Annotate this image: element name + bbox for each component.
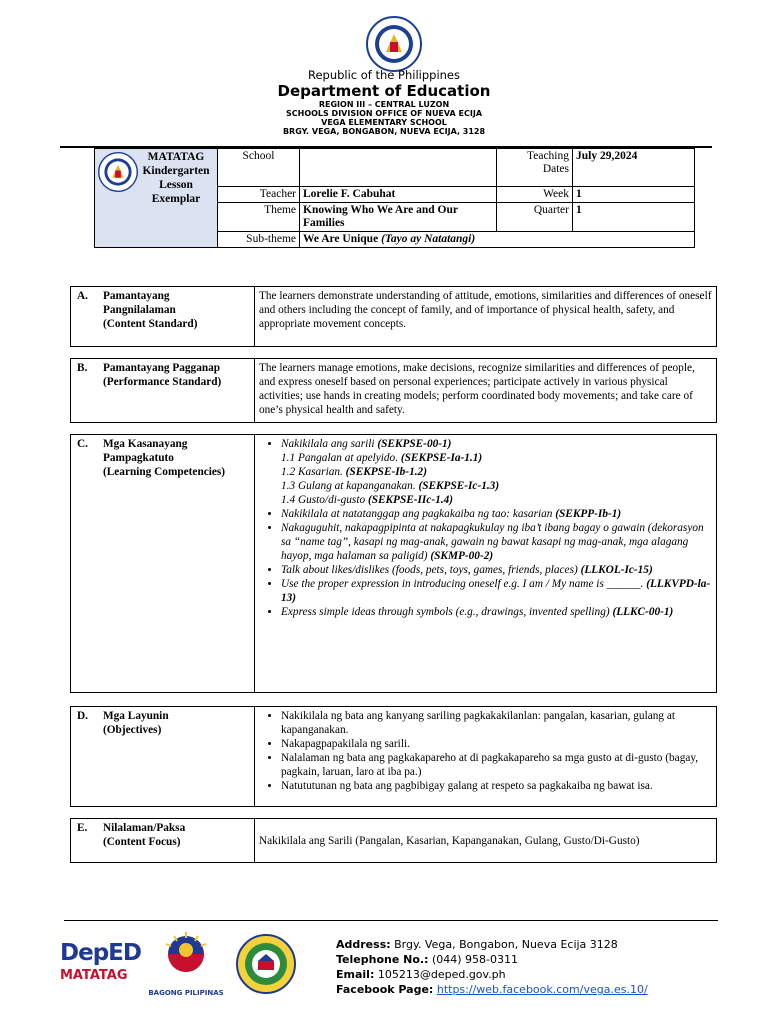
objective-item: • Nalalaman ng bata ang pagkakapareho at di pagkakapareho sa mga gusto at di-gusto (bagay, pagkain, laruan, laro at iba pa.) xyxy=(281,751,712,779)
footer-divider xyxy=(64,920,718,921)
competency-item: • Use the proper expression in introducing oneself e.g. I am / My name is ______. (LLKVPD-la-13) xyxy=(281,577,712,605)
objectives-cell xyxy=(255,707,717,807)
school-value xyxy=(300,149,497,187)
objective-item: • Nakikilala ng bata ang kanyang sariling pagkakakilanlan: pangalan, kasarian, gulang at kapanganakan. xyxy=(281,709,712,737)
competency-subitem: 1.4 Gusto/di-gusto (SEKPSE-IIc-1.4) xyxy=(281,494,453,506)
footer-facebook: Facebook Page: https://web.facebook.com/vega.es.10/ xyxy=(336,983,648,996)
facebook-link[interactable]: https://web.facebook.com/vega.es.10/ xyxy=(436,983,648,996)
objective-item: • Natututunan ng bata ang pagbibigay galang at respeto sa pagkakaiba ng bawat isa. xyxy=(281,779,712,793)
section-e-label: E. Nilalaman/Paksa (Content Focus) xyxy=(71,819,255,863)
section-b-row xyxy=(71,359,717,423)
school-line: VEGA ELEMENTARY SCHOOL xyxy=(321,118,447,127)
section-c-row xyxy=(71,435,717,693)
section-d-label: D. Mga Layunin (Objectives) xyxy=(71,707,255,807)
school-label: School xyxy=(218,149,300,187)
division-line: SCHOOLS DIVISION OFFICE OF NUEVA ECIJA xyxy=(285,109,483,118)
competency-item: • Express simple ideas through symbols (e.g., drawings, invented spelling) (LLKC-00-1) xyxy=(281,605,712,619)
theme-label: Theme xyxy=(218,203,300,232)
competency-item: • Nakaguguhit, nakapagpipinta at nakapagkukulay ng iba’t ibang bagay o gawain (dekorasyon sa “name tag”, kasapi ng mag-anak, gawain ng bawat kasapi ng mag-anak, mga alagang hayop, mga halaman sa paligid) (SKMP-00-2) xyxy=(281,521,712,563)
republic-line: Republic of the Philippines xyxy=(307,68,461,82)
lesson-title-2: Kindergarten xyxy=(142,165,210,177)
quarter-label: Quarter xyxy=(497,203,573,232)
footer-email: Email: 105213@deped.gov.ph xyxy=(336,968,506,981)
week-value: 1 xyxy=(573,187,695,203)
lesson-content-table xyxy=(70,286,717,863)
footer-phone: Telephone No.: (044) 958-0311 xyxy=(336,953,519,966)
subtheme-label: Sub-theme xyxy=(218,232,300,248)
section-d-row xyxy=(71,707,717,807)
subtheme-value: We Are Unique (Tayo ay Natatangi) xyxy=(300,232,695,248)
section-a-row xyxy=(71,287,717,347)
competency-subitem: 1.1 Pangalan at apelyido. (SEKPSE-Ia-1.1) xyxy=(281,452,483,464)
teaching-dates-value: July 29,2024 xyxy=(573,149,695,187)
section-c-label: C. Mga Kasanayang Pampagkatuto (Learning Competencies) xyxy=(71,435,255,693)
section-b-label: B. Pamantayang Pagganap (Performance Standard) xyxy=(71,359,255,423)
competency-subitem: 1.3 Gulang at kapanganakan. (SEKPSE-Ic-1.3) xyxy=(281,480,500,492)
section-e-row xyxy=(71,819,717,863)
department-title: Department of Education xyxy=(277,82,491,100)
quarter-value: 1 xyxy=(573,203,695,232)
competency-subitem: 1.2 Kasarian. (SEKPSE-Ib-1.2) xyxy=(281,466,427,478)
competency-item: • Nakikilala at natatanggap ang pagkakaiba ng tao: kasarian (SEKPP-Ib-1) xyxy=(281,507,712,521)
teaching-dates-label: Teaching Dates xyxy=(497,149,573,187)
region-line: REGION III – CENTRAL LUZON xyxy=(318,100,450,109)
lesson-info-table xyxy=(94,148,695,248)
vega-school-seal-logo xyxy=(236,934,296,994)
content-focus-text: Nakikilala ang Sarili (Pangalan, Kasarian, Kapanganakan, Gulang, Gusto/Di-Gusto) xyxy=(255,819,717,863)
lesson-title-3: Lesson xyxy=(159,179,193,191)
lesson-title-4: Exemplar xyxy=(151,193,201,205)
footer-address: Address: Brgy. Vega, Bongabon, Nueva Ecija 3128 xyxy=(336,938,618,951)
theme-value: Knowing Who We Are and Our Families xyxy=(300,203,497,232)
deped-matatag-logo: DepED MATATAG xyxy=(60,940,141,983)
performance-standard-text: The learners manage emotions, make decisions, recognize similarities and differences of people, and express oneself based on personal experiences; participate actively in various physical activities; use hands in creating models; perform coordinated body movements; and take care of one’s physical health and safety. xyxy=(255,359,717,423)
learning-competencies-cell xyxy=(255,435,717,693)
section-a-label: A. Pamantayang Pangnilalaman (Content Standard) xyxy=(71,287,255,347)
week-label: Week xyxy=(497,187,573,203)
deped-seal-logo xyxy=(366,16,422,72)
objective-item: • Nakapagpapakilala ng sarili. xyxy=(281,737,712,751)
competency-item: • Nakikilala ang sarili (SEKPSE-00-1) 1.1 Pangalan at apelyido. (SEKPSE-Ia-1.1) 1.2 Kasarian. (SEKPSE-Ib-1.2) 1.3 Gulang at kapanganakan. (SEKPSE-Ic-1.3) 1.4 Gusto/di-gusto (SEKPSE-IIc-1.4) xyxy=(281,437,712,507)
lesson-title-cell xyxy=(95,149,218,248)
lesson-title-1: MATATAG xyxy=(147,151,205,163)
teacher-value: Lorelie F. Cabuhat xyxy=(300,187,497,203)
address-line: BRGY. VEGA, BONGABON, NUEVA ECIJA, 3128 xyxy=(282,127,486,136)
bagong-pilipinas-logo: BAGONG PILIPINAS xyxy=(146,930,226,1000)
teacher-label: Teacher xyxy=(218,187,300,203)
bagong-pilipinas-emblem xyxy=(154,930,218,984)
content-standard-text: The learners demonstrate understanding of attitude, emotions, similarities and differences of oneself and others including the concept of family, and of importance of physical health, safety, and appropriate movement concepts. xyxy=(255,287,717,347)
competency-item: • Talk about likes/dislikes (foods, pets, toys, games, friends, places) (LLKOL-Ic-15) xyxy=(281,563,712,577)
deped-seal-small-logo xyxy=(98,152,138,192)
